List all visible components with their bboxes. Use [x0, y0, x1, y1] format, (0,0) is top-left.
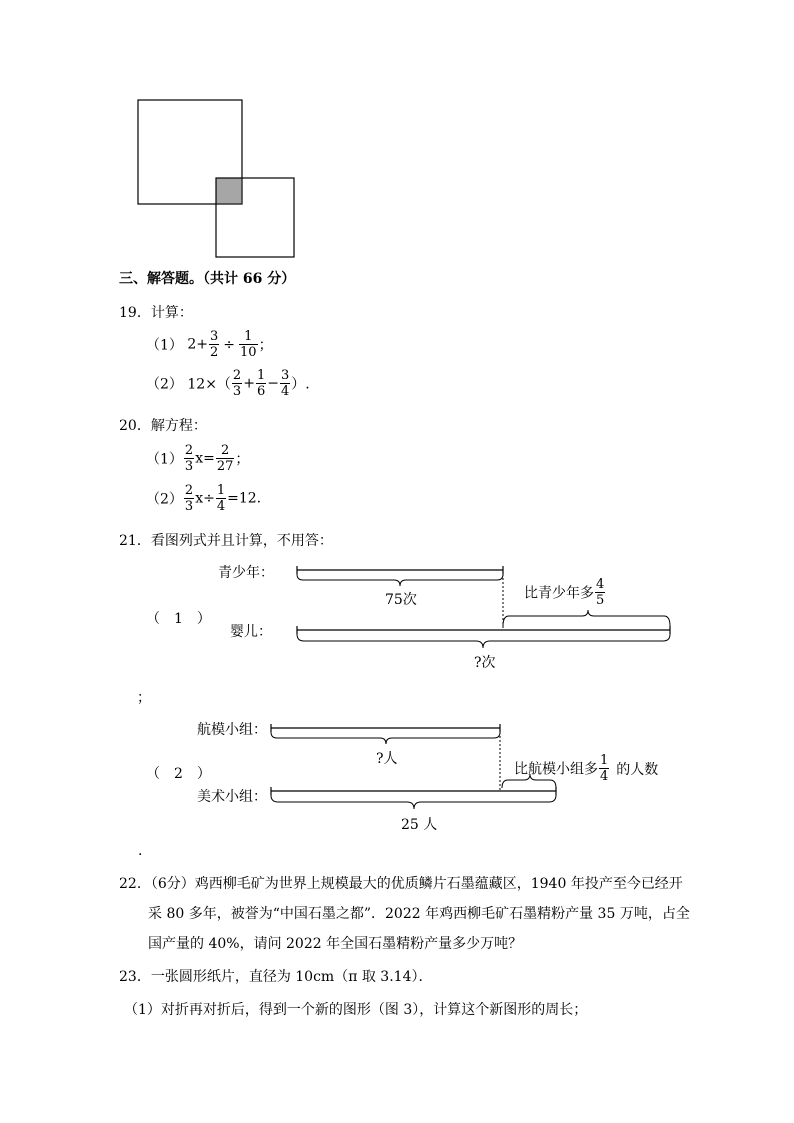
- part-label: （2）: [146, 491, 183, 508]
- brace-label-25-people: 25 人: [401, 817, 438, 833]
- fraction: $\frac{1}{4}$: [216, 483, 226, 514]
- side-label-model: 比航模小组多 $\frac{1}{4}$ 的人数: [514, 753, 659, 784]
- expr-end: ；: [235, 451, 250, 468]
- row-label-teen: 青少年：: [218, 565, 274, 581]
- expr-mid: x=: [195, 450, 215, 467]
- part-label: （1）: [146, 451, 183, 468]
- fraction: $\frac{2}{27}$: [216, 443, 234, 474]
- operator: +: [243, 375, 255, 392]
- operator: ÷: [223, 336, 236, 353]
- expr-end: ；: [258, 337, 273, 354]
- brace-label-unknown-times: ?次: [474, 655, 496, 671]
- operator: −: [267, 375, 279, 392]
- q23-heading: [119, 966, 432, 986]
- fraction: $\frac{2}{3}$: [232, 368, 242, 399]
- side-label-teen: 比青少年多 $\frac{4}{5}$: [524, 577, 605, 608]
- fraction: $\frac{1}{4}$: [600, 753, 609, 784]
- q23-title: 一张圆形纸片，直径为 10cm（π 取 3.14）．: [150, 969, 433, 985]
- expr-mid: x÷: [195, 490, 215, 507]
- q23-number: 23．: [119, 969, 151, 985]
- q23-part1: （1）对折再对折后，得到一个新的图形（图 3），计算这个新图形的周长；: [124, 1002, 588, 1018]
- fraction: $\frac{2}{3}$: [184, 443, 194, 474]
- row-label-model-group: 航模小组：: [197, 722, 267, 738]
- fraction: $\frac{1}{6}$: [256, 368, 266, 399]
- fraction: $\frac{1}{10}$: [240, 329, 257, 360]
- expr-lead: 12×（: [187, 376, 231, 393]
- fraction: $\frac{3}{2}$: [210, 329, 219, 360]
- expr-end: =12.: [227, 490, 262, 507]
- q21-end: .: [138, 843, 143, 859]
- q22-line3: 国产量的 40%，请问 2022 年全国石墨精粉产量多少万吨？: [148, 936, 523, 952]
- q19-number: 19．: [119, 305, 151, 321]
- diagram1-label: （ 1 ）: [146, 611, 211, 627]
- section-title: 三、解答题。（共计 66 分）: [119, 271, 296, 287]
- q22-line2: 采 80 多年，被誉为“中国石墨之都”．2022 年鸡西柳毛矿石墨精粉产量 35 万吨，占全: [148, 906, 690, 922]
- brace-label-unknown-people: ?人: [376, 751, 398, 767]
- q22-number: 22．: [119, 876, 151, 892]
- fraction: $\frac{4}{5}$: [596, 577, 605, 608]
- q22-line1: [119, 873, 683, 893]
- q19-title: 计算：: [150, 305, 193, 321]
- fraction: $\frac{3}{4}$: [280, 368, 290, 399]
- q22-text: （6分）鸡西柳毛矿为世界上规模最大的优质鳞片石墨蕴藏区，1940 年投产至今已经开: [150, 876, 683, 892]
- expr-lead: 2+: [187, 336, 209, 353]
- expr-end: ）.: [291, 376, 310, 393]
- q21-title: 看图列式并且计算，不用答：: [150, 533, 333, 549]
- fraction: $\frac{2}{3}$: [184, 483, 194, 514]
- q21-number: 21．: [119, 533, 151, 549]
- diagram2-label: （ 2 ）: [146, 766, 211, 782]
- row-label-infant: 婴儿：: [230, 624, 272, 640]
- row-label-art-group: 美术小组：: [197, 789, 267, 805]
- q20-number: 20．: [119, 418, 151, 434]
- part-label: （2）: [146, 376, 183, 393]
- q20-title: 解方程：: [150, 418, 207, 434]
- q21-separator: ；: [137, 690, 151, 706]
- brace-label-75: 75次: [385, 592, 417, 608]
- part-label: （1）: [146, 337, 183, 354]
